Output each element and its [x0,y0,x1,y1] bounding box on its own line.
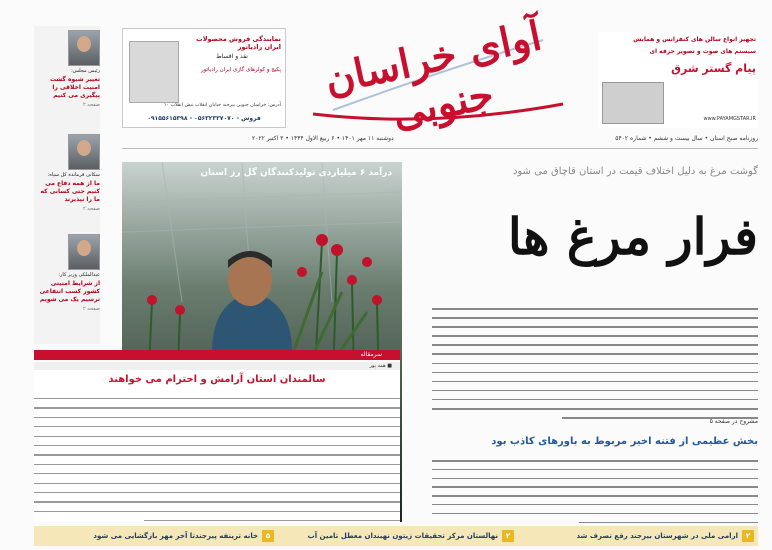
dateline [122,135,758,145]
ad-line3: پکیج و کولرهای گازی ایران رادیاتور [200,67,281,73]
editorial-byline-bar [34,362,400,370]
divider [122,148,758,149]
secondary-headline[interactable]: بخش عظیمی از فتنه اخیر مربوط به باورهای کاذب بود [491,436,758,447]
teaser-name: رئیس مجلس: [71,68,100,74]
conference-ad[interactable] [598,32,758,128]
teaser-name: عبدالملکی وزیر کار: [58,272,100,278]
teaser-headline: از شرایط امنیتی کشور کسب انتفاعی ترسیم یک می شویم [39,280,100,303]
ad-website: www.PAYAMGSTAR.IR [703,116,756,122]
bottom-headline-item[interactable] [38,529,274,543]
teaser-page: صفحه ۲ [83,206,100,212]
dateline-right: روزنامه صبح استان • سال بیست و ششم • شماره ۵۴۰۲ [615,135,758,142]
portrait-photo [68,134,100,170]
ad-line1: نمایندگی فروش محصولات ایران رادیاتور [196,35,281,51]
teaser-card[interactable] [34,134,100,212]
main-body-text [432,308,758,418]
teaser-card[interactable] [34,30,100,108]
editorial-section-label [34,350,400,360]
teaser-card[interactable] [34,234,100,312]
portrait-photo [68,234,100,270]
bottom-headline-item[interactable] [284,529,514,543]
teaser-page: صفحه ۲ [83,306,100,312]
page-number-badge: ۲ [742,530,754,542]
left-teaser-column [34,26,100,344]
page-number-badge: ۵ [262,530,274,542]
dateline-left: دوشنبه ۱۱ مهر ۱۴۰۱ • ۶ ربیع الاول ۱۴۴۴ • ۳ اکتبر ۲۰۲۲ [252,135,394,142]
editorial-title[interactable]: سالمندان استان آرامش و احترام می خواهند [108,374,326,385]
equipment-image [602,82,664,124]
main-kicker: گوشت مرغ به دلیل اختلاف قیمت در استان قاچاق می شود [512,166,758,177]
editorial-byline: ■ همه پور [369,363,392,369]
ad-line4: آدرس: خراسان جنوبی بیرجند خیابان انقلاب نبش انقلاب ۱۰ [163,103,281,108]
ad-line2: نقد و اقساط [216,53,248,60]
bottom-headline-text: نهالستان مرکز تحقیقات زیتون نهبندان معطل تامین آب [307,532,498,540]
masthead [293,10,583,138]
page-number-badge: ۲ [502,530,514,542]
secondary-body-text [432,460,758,524]
bottom-headline-text: خانه ترینفه پیرجندتا آخر مهر بازگشایی می شود [93,532,258,540]
masthead-title: آوای خراسان جنوبی [320,12,546,138]
photo-caption: درآمد ۶ میلیاردی تولیدکنندگان گل رز استان [200,168,392,178]
teaser-headline: تغییر شیوه گشت امنیت اخلاقی را پیگیری می کنیم [49,76,100,99]
ad-brand: پیام گستر شرق [671,62,756,75]
main-headline[interactable]: فرار مرغ ها [507,207,758,266]
portrait-photo [68,30,100,66]
editorial-body-text [34,398,400,522]
continued-link[interactable]: مشروح در صفحه ۵ [709,418,758,425]
bottom-headline-item[interactable] [524,529,754,543]
teaser-page: صفحه ۲ [83,102,100,108]
bottom-headline-text: ارامی ملی در شهرستان بیرجند رفع تصرف شد [576,532,738,540]
ad-line1: تجهیز انواع سالن های کنفرانس و همایش [633,36,756,43]
bottom-headlines-bar [34,526,758,546]
editorial-section: سرمقاله [360,351,382,358]
teaser-name: سکانی فرمانده کل سپاه: [47,172,100,178]
radiator-ad[interactable] [122,28,286,128]
ad-line2: سیستم های صوت و تصویر حرفه ای [649,48,756,55]
product-image [129,41,179,103]
ad-phone: ۰۹۱۵۵۶۱۵۳۹۸ - ۰۵۶۳۲۳۳۷۰۷۰ - فروش [147,115,261,122]
teaser-headline: ما از همه دفاع می کنیم حتی کسانی که ما را نپذیرند [40,180,100,203]
